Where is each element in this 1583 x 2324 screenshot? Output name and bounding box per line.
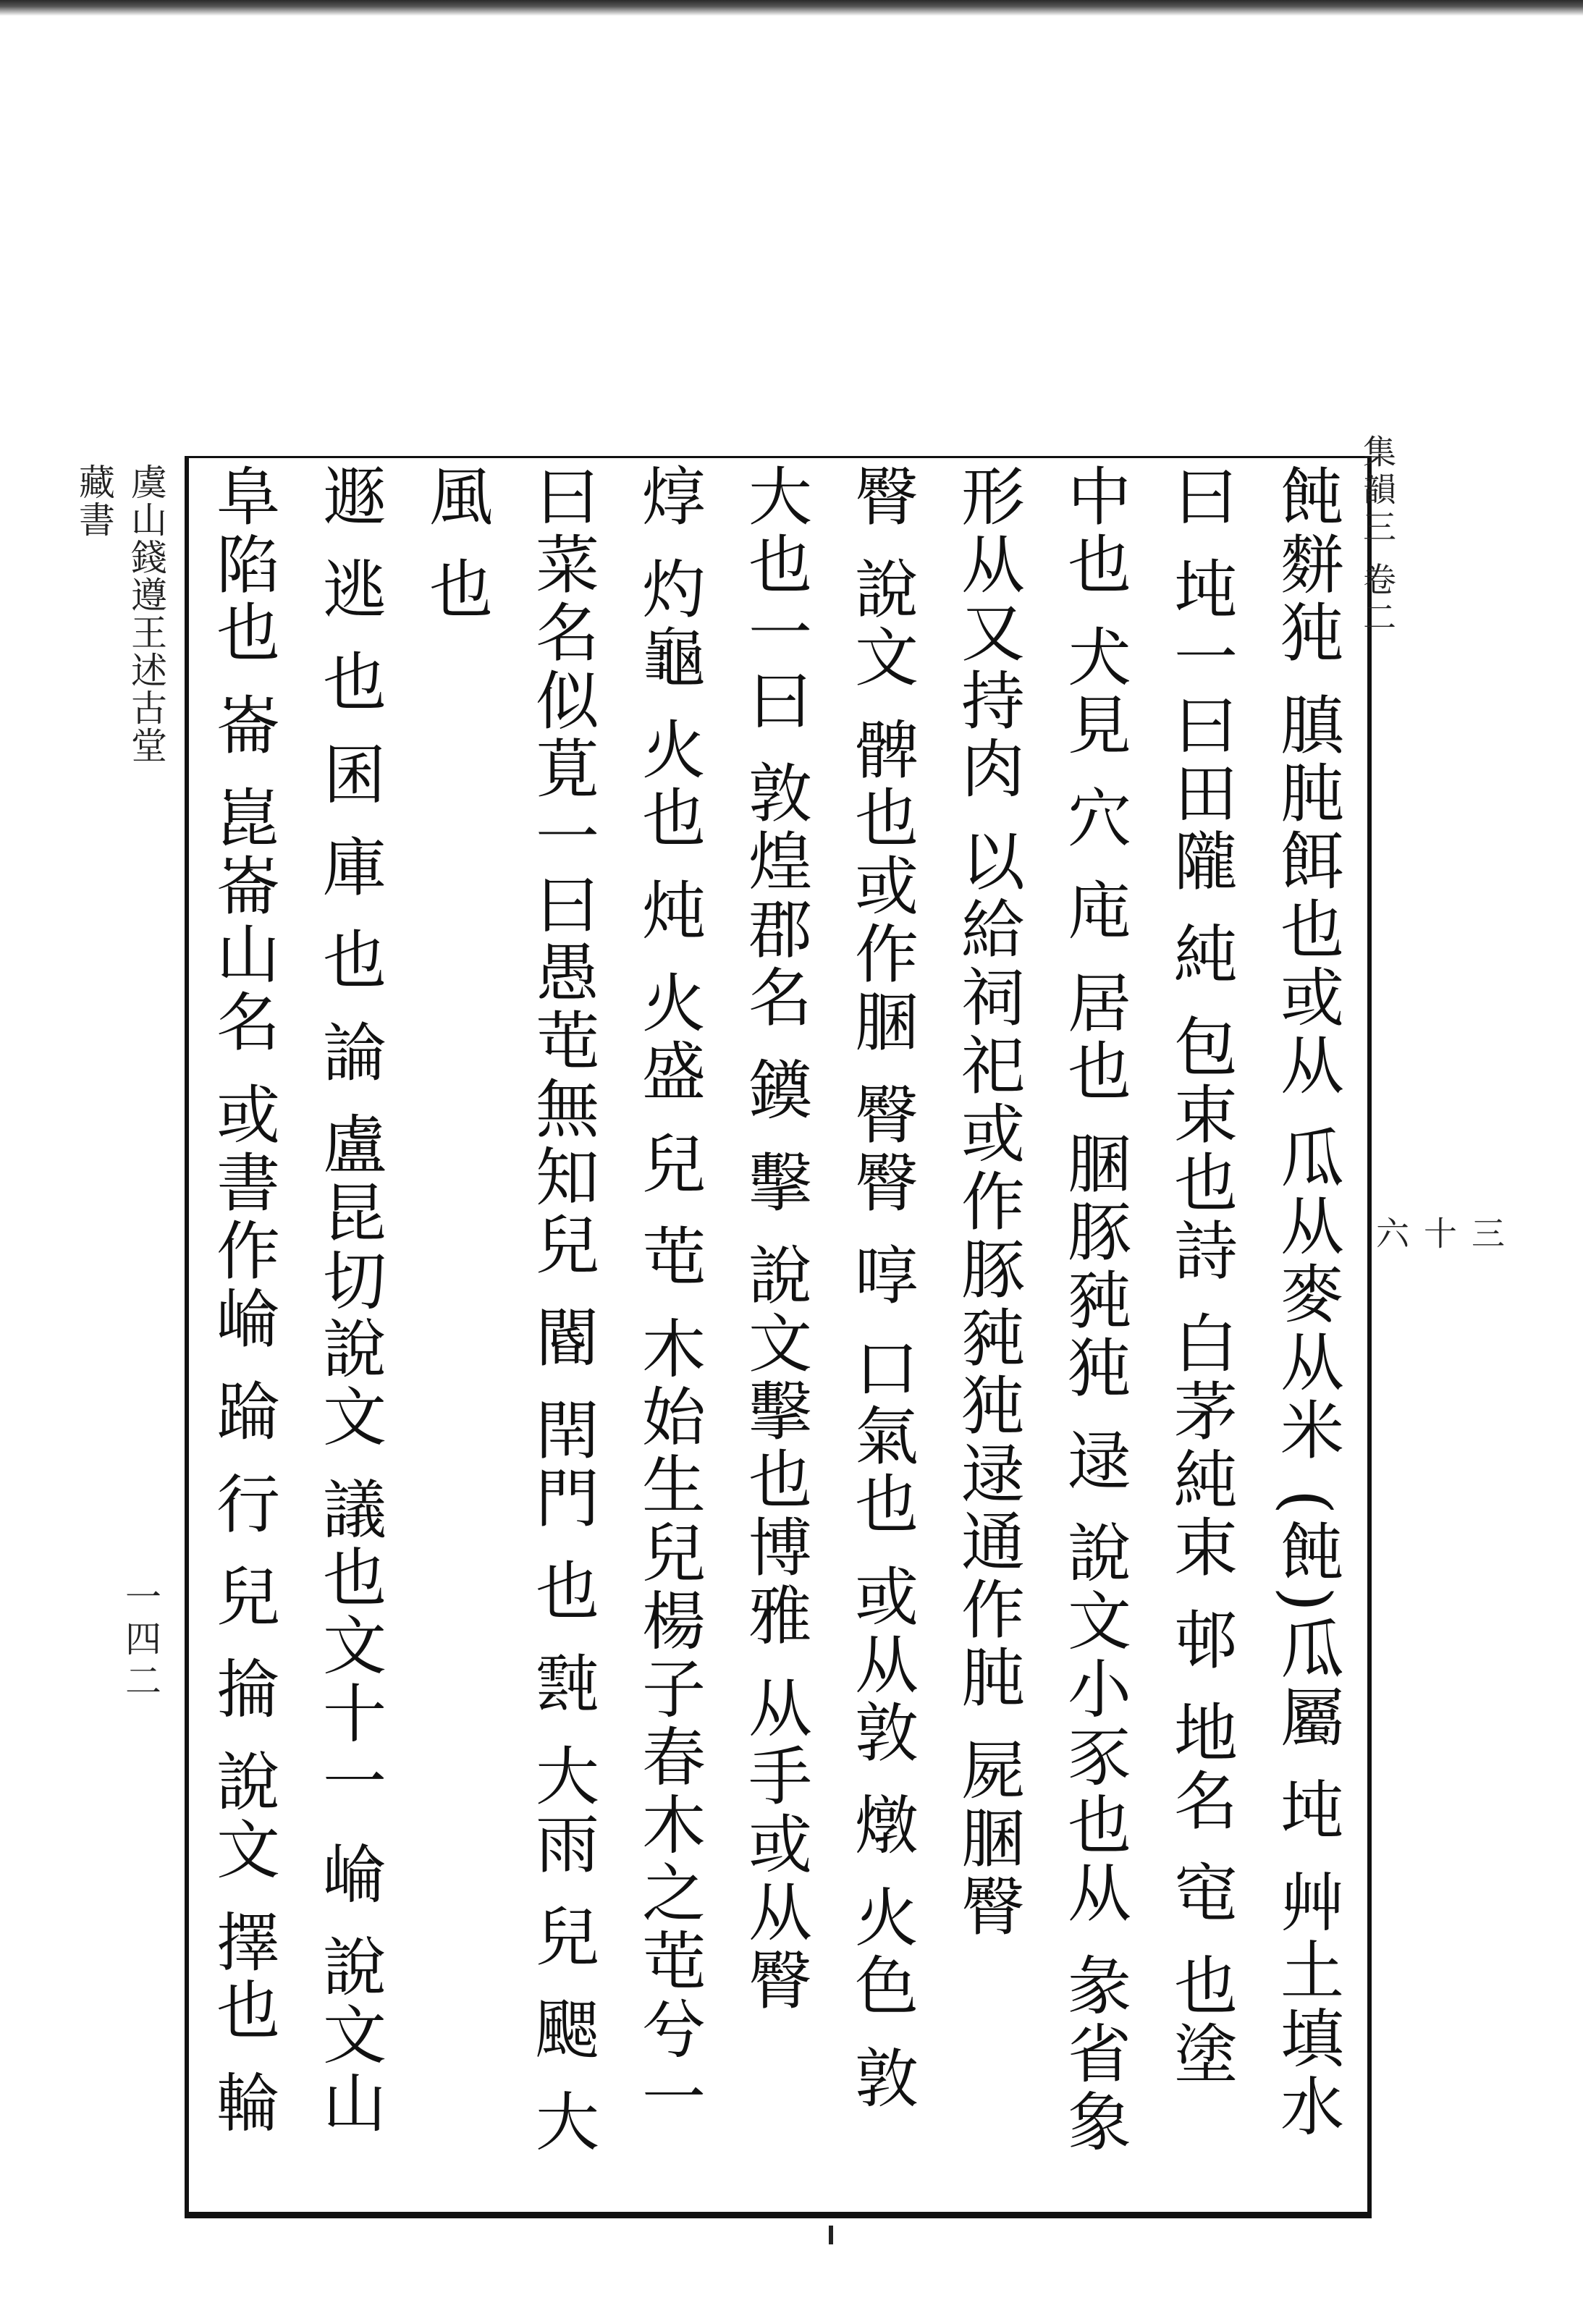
scan-top-edge xyxy=(0,0,1583,16)
running-head-leaf: 三十六 xyxy=(1371,1216,1506,1254)
collector-margin-note: 虞山錢遵王述古堂藏書 xyxy=(73,463,167,764)
text-column-2: 中也 犬見 穴 庉 居也 䐃豚豘㹠 逯 說文小豕也从 彖省象形从又持肉 以給祠祀或作豚豘㹠逯通作肫 屍䐃臀 xyxy=(951,463,1132,2157)
dictionary-text xyxy=(199,463,1361,2200)
text-column-4: 焞 灼龜 火也 炖 火盛 兒 芚 木始生兒楊子春木之芚兮一 曰菜名似莧一曰愚芚無知兒 閽 閈門 也 霕 大雨 兒 颸 大風 也 xyxy=(419,463,706,2157)
page-number: 一四二 xyxy=(119,1578,161,1704)
text-column-5: 遯 逃 也 囷 庫 也 論 盧昆切說文 議也文十一 崘 說文山 阜陷也 崙 崑崙山名 或書作崘 踚 行 兒 掄 說文 擇也 輪 xyxy=(206,463,387,2138)
text-column-1: 飩䴵㹠 䐜肫餌也或从 瓜从麥从米 (飩)瓜屬 坉 艸土填水曰 坉一曰田隴 純 包束也詩 白茅純束 邨 地名 窀 也塗 xyxy=(1164,463,1345,2142)
scan-mark xyxy=(829,2226,833,2244)
running-head-title: 集韻三 卷二 xyxy=(1358,434,1397,638)
running-head xyxy=(1358,434,1506,1267)
text-column-3: 臀 說文 髀也或作䐃 臀臀 啍 口氣也 或从敦 燉 火色 敦 大也一曰 敦煌郡名 䥖 擊 說文擊也博雅 从手或从臀 xyxy=(738,463,919,2113)
